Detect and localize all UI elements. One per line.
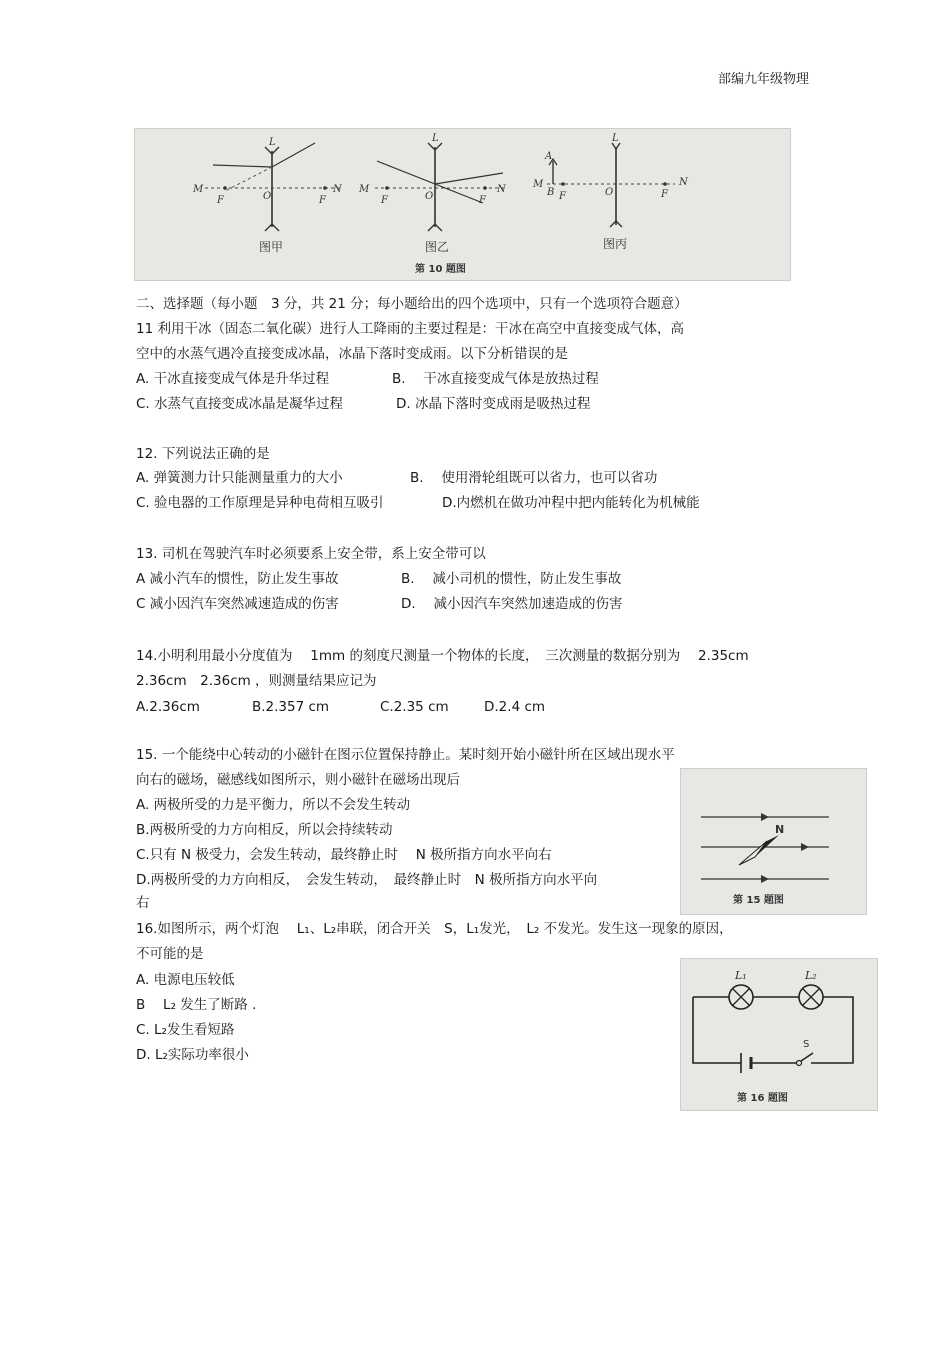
q13-option-b: B. 减小司机的惯性，防止发生事故 <box>401 571 622 587</box>
figure-10-caption: 第 10 题图 <box>415 264 466 275</box>
label-n-bing: N <box>679 177 688 188</box>
q16-option-a: A. 电源电压较低 <box>136 972 235 988</box>
panel-bing-title: 图丙 <box>603 237 628 251</box>
panel-bing-diagram <box>532 133 689 227</box>
compass-needle <box>739 835 779 865</box>
label-m-bing: M <box>533 179 544 190</box>
q14-option-a: A.2.36cm <box>136 699 200 715</box>
q14-stem-line2: 2.36cm 2.36cm ，则测量结果应记为 <box>136 673 377 689</box>
q11-option-b: B. 干冰直接变成气体是放热过程 <box>392 371 599 387</box>
q13-option-d: D. 减小因汽车突然加速造成的伤害 <box>401 596 623 612</box>
label-f-yi-left: F <box>381 195 388 206</box>
q15-stem-line2: 向右的磁场，磁感线如图所示，则小磁针在磁场出现后 <box>136 772 460 788</box>
q12-option-c: C. 验电器的工作原理是异种电荷相互吸引 <box>136 495 384 511</box>
label-f-yi-right: F <box>479 195 486 206</box>
label-o-jia: O <box>263 191 272 202</box>
label-a-bing: A <box>545 151 553 162</box>
q11-stem-line1: 11 利用干冰（固态二氧化碳）进行人工降雨的主要过程是：干冰在高空中直接变成气体，高 <box>136 321 684 337</box>
figure-15 <box>680 768 867 915</box>
q13-option-a: A 减小汽车的惯性，防止发生事故 <box>136 571 339 587</box>
page-header: 部编九年级物理 <box>718 72 810 87</box>
section-heading: 二、选择题（每小题 3 分，共 21 分；每小题给出的四个选项中，只有一个选项符合题意） <box>136 296 688 312</box>
q13-option-c: C 减小因汽车突然减速造成的伤害 <box>136 596 339 612</box>
q16-stem-line2: 不可能的是 <box>136 946 204 962</box>
label-o-yi: O <box>425 191 434 202</box>
label-n-yi: N <box>497 184 506 195</box>
label-l1: L₁ <box>735 969 747 982</box>
q14-option-b: B.2.357 cm <box>252 699 330 715</box>
label-m-yi: M <box>359 184 370 195</box>
label-f-jia-left: F <box>217 195 224 206</box>
q11-option-c: C. 水蒸气直接变成冰晶是凝华过程 <box>136 396 344 412</box>
label-f-jia-right: F <box>319 195 326 206</box>
q15-option-b: B.两极所受的力方向相反，所以会持续转动 <box>136 822 393 838</box>
panel-jia-title: 图甲 <box>259 240 284 254</box>
q16-option-d: D. L₂实际功率很小 <box>136 1047 249 1063</box>
figure-15-drawing <box>681 769 866 914</box>
figure-15-caption: 第 15 题图 <box>733 895 784 906</box>
q14-option-d: D.2.4 cm <box>484 699 546 715</box>
figure-10-drawing <box>135 129 790 280</box>
label-o-bing: O <box>605 187 614 198</box>
q12-option-a: A. 弹簧测力计只能测量重力的大小 <box>136 470 343 486</box>
label-l2: L₂ <box>805 969 817 982</box>
q14-option-c: C.2.35 cm <box>380 699 449 715</box>
q16-option-b: B L₂ 发生了断路 . <box>136 997 257 1013</box>
label-l-bing: L <box>612 133 619 144</box>
figure-16-caption: 第 16 题图 <box>737 1093 788 1104</box>
q15-option-d-line2: 右 <box>136 895 150 911</box>
label-n-jia: N <box>333 184 342 195</box>
q16-option-c: C. L₂发生看短路 <box>136 1022 235 1038</box>
label-f-bing-right: F <box>661 189 668 200</box>
figure-16-drawing <box>681 959 877 1110</box>
q11-stem-line2: 空中的水蒸气遇冷直接变成冰晶，冰晶下落时变成雨。以下分析错误的是 <box>136 346 568 362</box>
figure-10 <box>134 128 791 281</box>
q16-stem-line1: 16.如图所示，两个灯泡 L₁、L₂串联，闭合开关 S，L₁发光， L₂ 不发光。发生这一现象的原因， <box>136 921 733 937</box>
needle-n-label: N <box>775 823 785 836</box>
label-f-bing-left: F <box>559 191 566 202</box>
q14-stem-line1: 14.小明利用最小分度值为 1mm 的刻度尺测量一个物体的长度， 三次测量的数据分别为 2.35cm <box>136 648 749 664</box>
panel-yi-diagram <box>358 133 507 231</box>
label-b-bing: B <box>547 187 555 198</box>
switch-s <box>797 1053 814 1066</box>
label-l-yi: L <box>432 133 439 144</box>
label-s: S <box>803 1039 810 1050</box>
q12-stem: 12. 下列说法正确的是 <box>136 446 270 462</box>
q13-stem: 13. 司机在驾驶汽车时必须要系上安全带，系上安全带可以 <box>136 546 486 562</box>
q15-stem-line1: 15. 一个能绕中心转动的小磁针在图示位置保持静止。某时刻开始小磁针所在区域出现水平 <box>136 747 675 763</box>
q12-option-d: D.内燃机在做功冲程中把内能转化为机械能 <box>442 495 700 511</box>
q11-option-d: D. 冰晶下落时变成雨是吸热过程 <box>396 396 591 412</box>
bulb-l1 <box>729 985 753 1009</box>
battery <box>741 1053 751 1073</box>
q15-option-d-line1: D.两极所受的力方向相反， 会发生转动， 最终静止时 N 极所指方向水平向 <box>136 872 598 888</box>
panel-jia-diagram <box>192 137 343 231</box>
label-l-jia: L <box>269 137 276 148</box>
bulb-l2 <box>799 985 823 1009</box>
q15-option-a: A. 两极所受的力是平衡力，所以不会发生转动 <box>136 797 411 813</box>
q11-option-a: A. 干冰直接变成气体是升华过程 <box>136 371 330 387</box>
q12-option-b: B. 使用滑轮组既可以省力，也可以省功 <box>410 470 658 486</box>
panel-yi-title: 图乙 <box>425 240 450 254</box>
figure-16 <box>680 958 878 1111</box>
label-m-jia: M <box>193 184 204 195</box>
q15-option-c: C.只有 N 极受力，会发生转动，最终静止时 N 极所指方向水平向右 <box>136 847 552 863</box>
